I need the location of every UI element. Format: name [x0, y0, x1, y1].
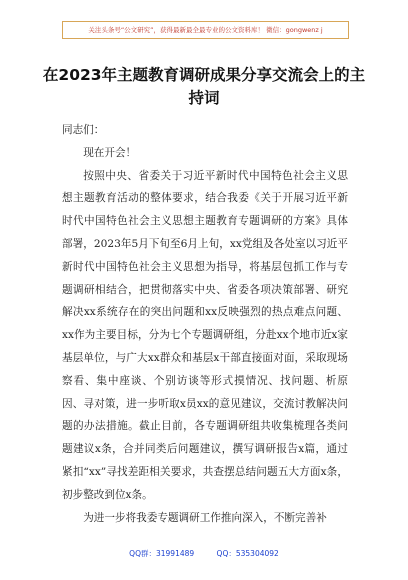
document-title: 在2023年主题教育调研成果分享交流会上的主持词: [42, 66, 366, 107]
document-body: [62, 119, 348, 529]
paragraph-main: 按照中央、省委关于习近平新时代中国特色社会主义思想主题教育活动的整体要求，结合我委《关于开展习近平新时代中国特色社会主义思想主题教育专题调研的方案》具体部署，2023年5月下旬至6月上旬，xx党组及各处室以习近平新时代中国特色社会主义思想为指导，将基层包抓工作与专题调研相结合，把贯彻落实中央、省委各项决策部署、研究解决xx系统存在的突出问题和xx反映强烈的热点难点问题、xx作为主要目标，分为七个专题调研组，分赴xx个地市近x家基层单位，与广大xx群众和基层x干部直接面对面，采取现场察看、集中座谈、个别访谈等形式摸情况、找问题、析原因、寻对策，进一步听取x员xx的意见建议，交流讨教解决问题的办法措施。截止目前，各专题调研组共收集梳理各类问题建议x条，合并同类后问题建议，撰写调研报告x篇，通过紧扣“xx”寻找差距相关要求，共查摆总结问题五大方面x条，初步整改到位x条。: [62, 169, 348, 501]
footer-contact: [0, 548, 408, 559]
promo-banner: 关注头条号“公文研究”，获得最新最全最专业的公文资料库！ 微信：gongwenz j: [62, 21, 349, 39]
footer-qq: QQ：535304092: [216, 549, 279, 558]
footer-qq-group: QQ群：31991489: [129, 549, 195, 558]
paragraph-opening: 现在开会！: [83, 146, 137, 159]
paragraph-continued: 为进一步将我委专题调研工作推向深入，不断完善补: [83, 511, 327, 524]
salutation: 同志们：: [62, 124, 105, 136]
